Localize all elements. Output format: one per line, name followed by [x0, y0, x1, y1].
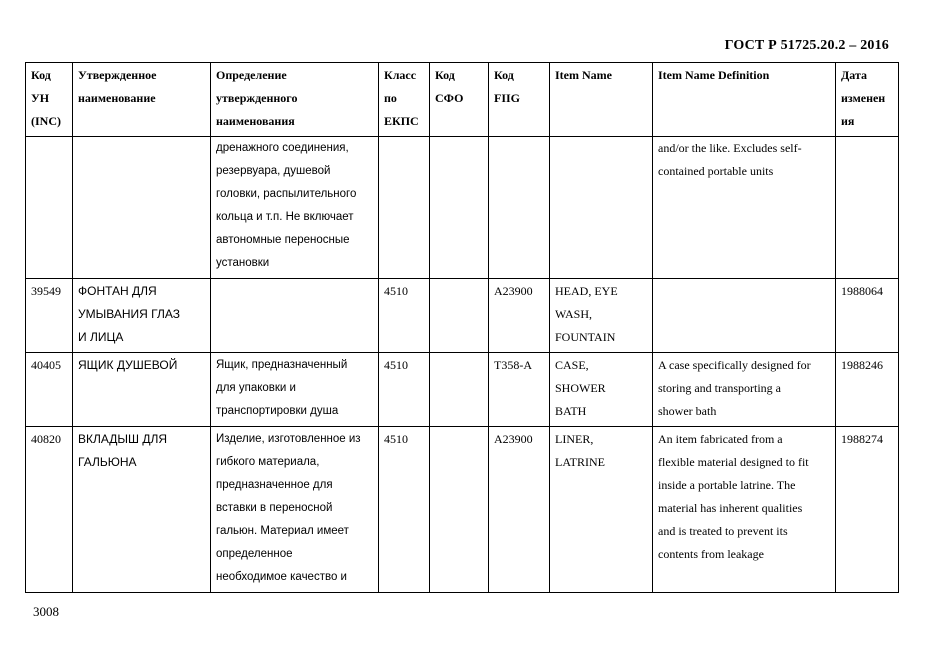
cell-definition-ru	[211, 427, 379, 593]
cell-item-name-definition	[653, 427, 836, 593]
text-line: наименования	[216, 114, 295, 128]
text-line: and/or the like. Excludes self-	[658, 141, 802, 155]
cell-inc	[26, 353, 73, 427]
text-line: HEAD, EYE	[555, 284, 618, 298]
cell-change-date	[836, 279, 899, 353]
text-line: (INC)	[31, 114, 61, 128]
text-line: И ЛИЦА	[78, 330, 124, 344]
cell-approved-name	[73, 137, 211, 279]
text-line: изменен	[841, 91, 886, 105]
cell-ekps-class	[379, 353, 430, 427]
cell-sfo-code	[430, 353, 489, 427]
col-header-item-name-definition	[653, 63, 836, 137]
text-line: необходимое качество и	[216, 571, 347, 583]
text-line: 1988064	[841, 284, 883, 298]
text-line: material has inherent qualities	[658, 501, 803, 515]
text-line: A23900	[494, 284, 533, 298]
page-number: 3008	[33, 604, 59, 619]
cell-ekps-class	[379, 279, 430, 353]
cell-item-name	[550, 279, 653, 353]
cell-inc	[26, 137, 73, 279]
text-line: транспортировки душа	[216, 405, 339, 417]
cell-definition-ru	[211, 353, 379, 427]
cell-item-name-definition	[653, 137, 836, 279]
text-line: shower bath	[658, 404, 717, 418]
document-standard-header: ГОСТ Р 51725.20.2 – 2016	[724, 38, 889, 53]
text-line: A case specifically designed for	[658, 358, 811, 372]
text-line: УМЫВАНИЯ ГЛАЗ	[78, 307, 180, 321]
text-line: FIIG	[494, 91, 521, 105]
col-header-approved-name	[73, 63, 211, 137]
cell-change-date	[836, 353, 899, 427]
text-line: дренажного соединения,	[216, 142, 349, 154]
text-line: 1988274	[841, 432, 883, 446]
text-line: для упаковки и	[216, 382, 296, 394]
cell-sfo-code	[430, 137, 489, 279]
text-line: УН	[31, 91, 50, 105]
table-row	[26, 353, 899, 427]
text-line: Код	[494, 68, 514, 82]
cell-approved-name	[73, 427, 211, 593]
cell-ekps-class	[379, 137, 430, 279]
item-names-table	[25, 62, 899, 593]
cell-inc	[26, 427, 73, 593]
text-line: A23900	[494, 432, 533, 446]
col-header-change-date	[836, 63, 899, 137]
cell-sfo-code	[430, 427, 489, 593]
text-line: определенное	[216, 548, 293, 560]
cell-change-date	[836, 427, 899, 593]
text-line: Код	[31, 68, 51, 82]
table-row	[26, 279, 899, 353]
table-header-row	[26, 63, 899, 137]
cell-item-name	[550, 137, 653, 279]
text-line: ЯЩИК ДУШЕВОЙ	[78, 358, 178, 372]
col-header-definition-ru	[211, 63, 379, 137]
text-line: ВКЛАДЫШ ДЛЯ	[78, 432, 168, 446]
text-line: T358-A	[494, 358, 532, 372]
cell-item-name-definition	[653, 353, 836, 427]
col-header-sfo-code	[430, 63, 489, 137]
col-header-inc	[26, 63, 73, 137]
table-row	[26, 137, 899, 279]
text-line: утвержденного	[216, 91, 298, 105]
text-line: автономные переносные	[216, 234, 350, 246]
cell-inc	[26, 279, 73, 353]
cell-approved-name	[73, 279, 211, 353]
cell-fiig-code	[489, 137, 550, 279]
text-line: кольца и т.п. Не включает	[216, 211, 354, 223]
text-line: СФО	[435, 91, 464, 105]
text-line: головки, распылительного	[216, 188, 357, 200]
cell-item-name	[550, 353, 653, 427]
col-header-ekps-class	[379, 63, 430, 137]
text-line: 4510	[384, 358, 408, 372]
cell-sfo-code	[430, 279, 489, 353]
text-line: ФОНТАН ДЛЯ	[78, 284, 157, 298]
text-line: гибкого материала,	[216, 456, 320, 468]
text-line: inside a portable latrine. The	[658, 478, 796, 492]
text-line: WASH,	[555, 307, 593, 321]
cell-fiig-code	[489, 279, 550, 353]
cell-ekps-class	[379, 427, 430, 593]
text-line: An item fabricated from a	[658, 432, 783, 446]
cell-item-name	[550, 427, 653, 593]
text-line: flexible material designed to fit	[658, 455, 809, 469]
text-line: вставки в переносной	[216, 502, 333, 514]
text-line: 4510	[384, 432, 408, 446]
text-line: and is treated to prevent its	[658, 524, 788, 538]
text-line: LATRINE	[555, 455, 605, 469]
text-line: LINER,	[555, 432, 594, 446]
col-header-item-name	[550, 63, 653, 137]
text-line: 40405	[31, 358, 61, 372]
cell-fiig-code	[489, 353, 550, 427]
text-line: 1988246	[841, 358, 883, 372]
text-line: предназначенное для	[216, 479, 333, 491]
text-line: установки	[216, 257, 270, 269]
text-line: 40820	[31, 432, 61, 446]
text-line: Код	[435, 68, 455, 82]
cell-definition-ru	[211, 279, 379, 353]
text-line: по	[384, 91, 397, 105]
text-line: 39549	[31, 284, 61, 298]
text-line: CASE,	[555, 358, 589, 372]
cell-change-date	[836, 137, 899, 279]
text-line: contents from leakage	[658, 547, 764, 561]
text-line: Item Name	[555, 68, 612, 82]
text-line: Изделие, изготовленное из	[216, 433, 361, 445]
text-line: Утвержденное	[78, 68, 157, 82]
text-line: Определение	[216, 68, 287, 82]
text-line: SHOWER	[555, 381, 606, 395]
text-line: BATH	[555, 404, 587, 418]
text-line: резервуара, душевой	[216, 165, 331, 177]
text-line: contained portable units	[658, 164, 774, 178]
cell-definition-ru	[211, 137, 379, 279]
cell-fiig-code	[489, 427, 550, 593]
text-line: Дата	[841, 68, 867, 82]
table-row	[26, 427, 899, 593]
text-line: ия	[841, 114, 855, 128]
text-line: Ящик, предназначенный	[216, 359, 348, 371]
text-line: 4510	[384, 284, 408, 298]
text-line: ГАЛЬЮНА	[78, 455, 137, 469]
text-line: Item Name Definition	[658, 68, 770, 82]
text-line: FOUNTAIN	[555, 330, 616, 344]
text-line: наименование	[78, 91, 156, 105]
text-line: Класс	[384, 68, 417, 82]
text-line: гальюн. Материал имеет	[216, 525, 349, 537]
cell-approved-name	[73, 353, 211, 427]
text-line: storing and transporting a	[658, 381, 781, 395]
text-line: ЕКПС	[384, 114, 419, 128]
cell-item-name-definition	[653, 279, 836, 353]
col-header-fiig-code	[489, 63, 550, 137]
